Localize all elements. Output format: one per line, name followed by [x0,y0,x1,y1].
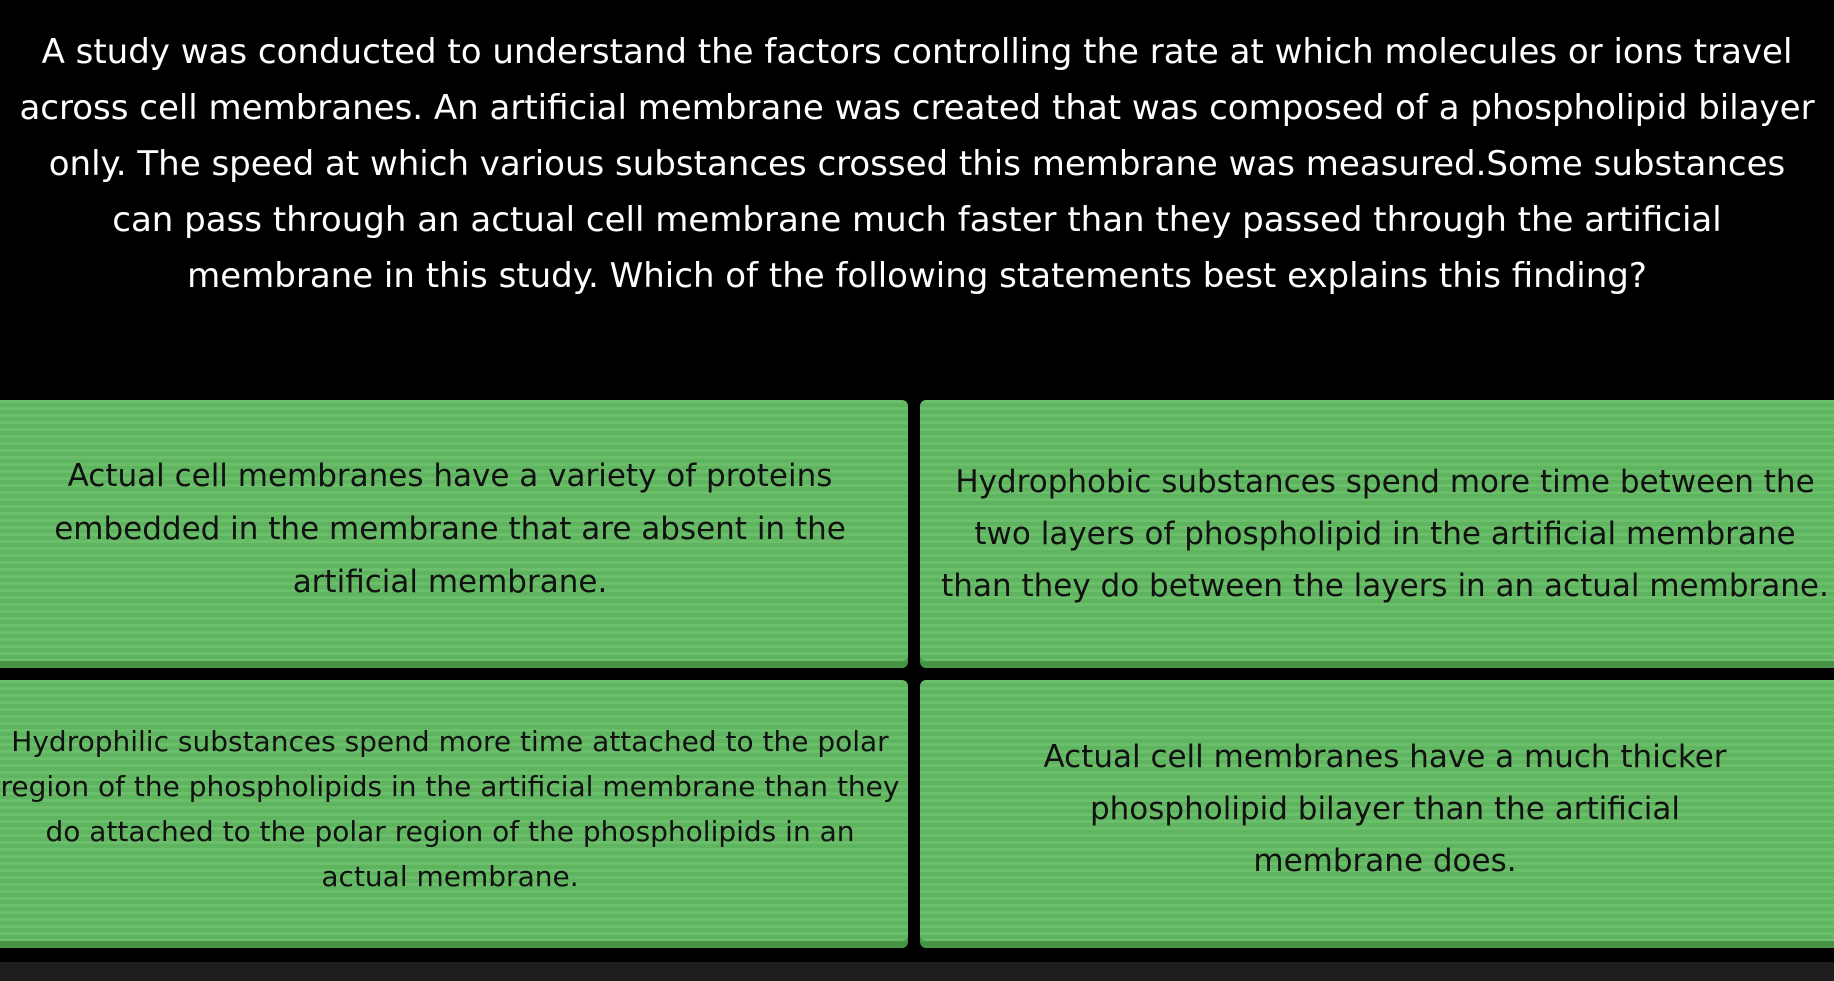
answer-option-1-text: Actual cell membranes have a variety of proteins embedded in the membrane that are absent in the artificial membrane. [54,457,846,600]
answer-option-2[interactable] [920,400,1834,668]
answer-option-3[interactable] [0,680,908,948]
bottom-strip [0,962,1834,981]
answer-option-2-text: Hydrophobic substances spend more time between the two layers of phospholipid in the artificial membrane than they do between the layers in an actual membrane. [941,464,1829,604]
answer-option-4-text: Actual cell membranes have a much thicker phospholipid bilayer than the artificial membrane does. [1043,739,1727,879]
question-text: A study was conducted to understand the factors controlling the rate at which molecules or ions travel across cell membranes. An artificial membrane was created that was composed of a phospholipid bilayer only. The speed at which various substances crossed this membrane was measured.Some substances can pass through an actual cell membrane much faster than they passed through the artificial membrane in this study. Which of the following statements best explains this finding? [19,32,1815,296]
answer-grid [0,400,1834,948]
answer-option-4[interactable] [920,680,1834,948]
answer-option-3-text: Hydrophilic substances spend more time attached to the polar region of the phospholipids in the artificial membrane than they do attached to the polar region of the phospholipids in an actual membrane. [0,725,900,893]
answer-option-1[interactable] [0,400,908,668]
